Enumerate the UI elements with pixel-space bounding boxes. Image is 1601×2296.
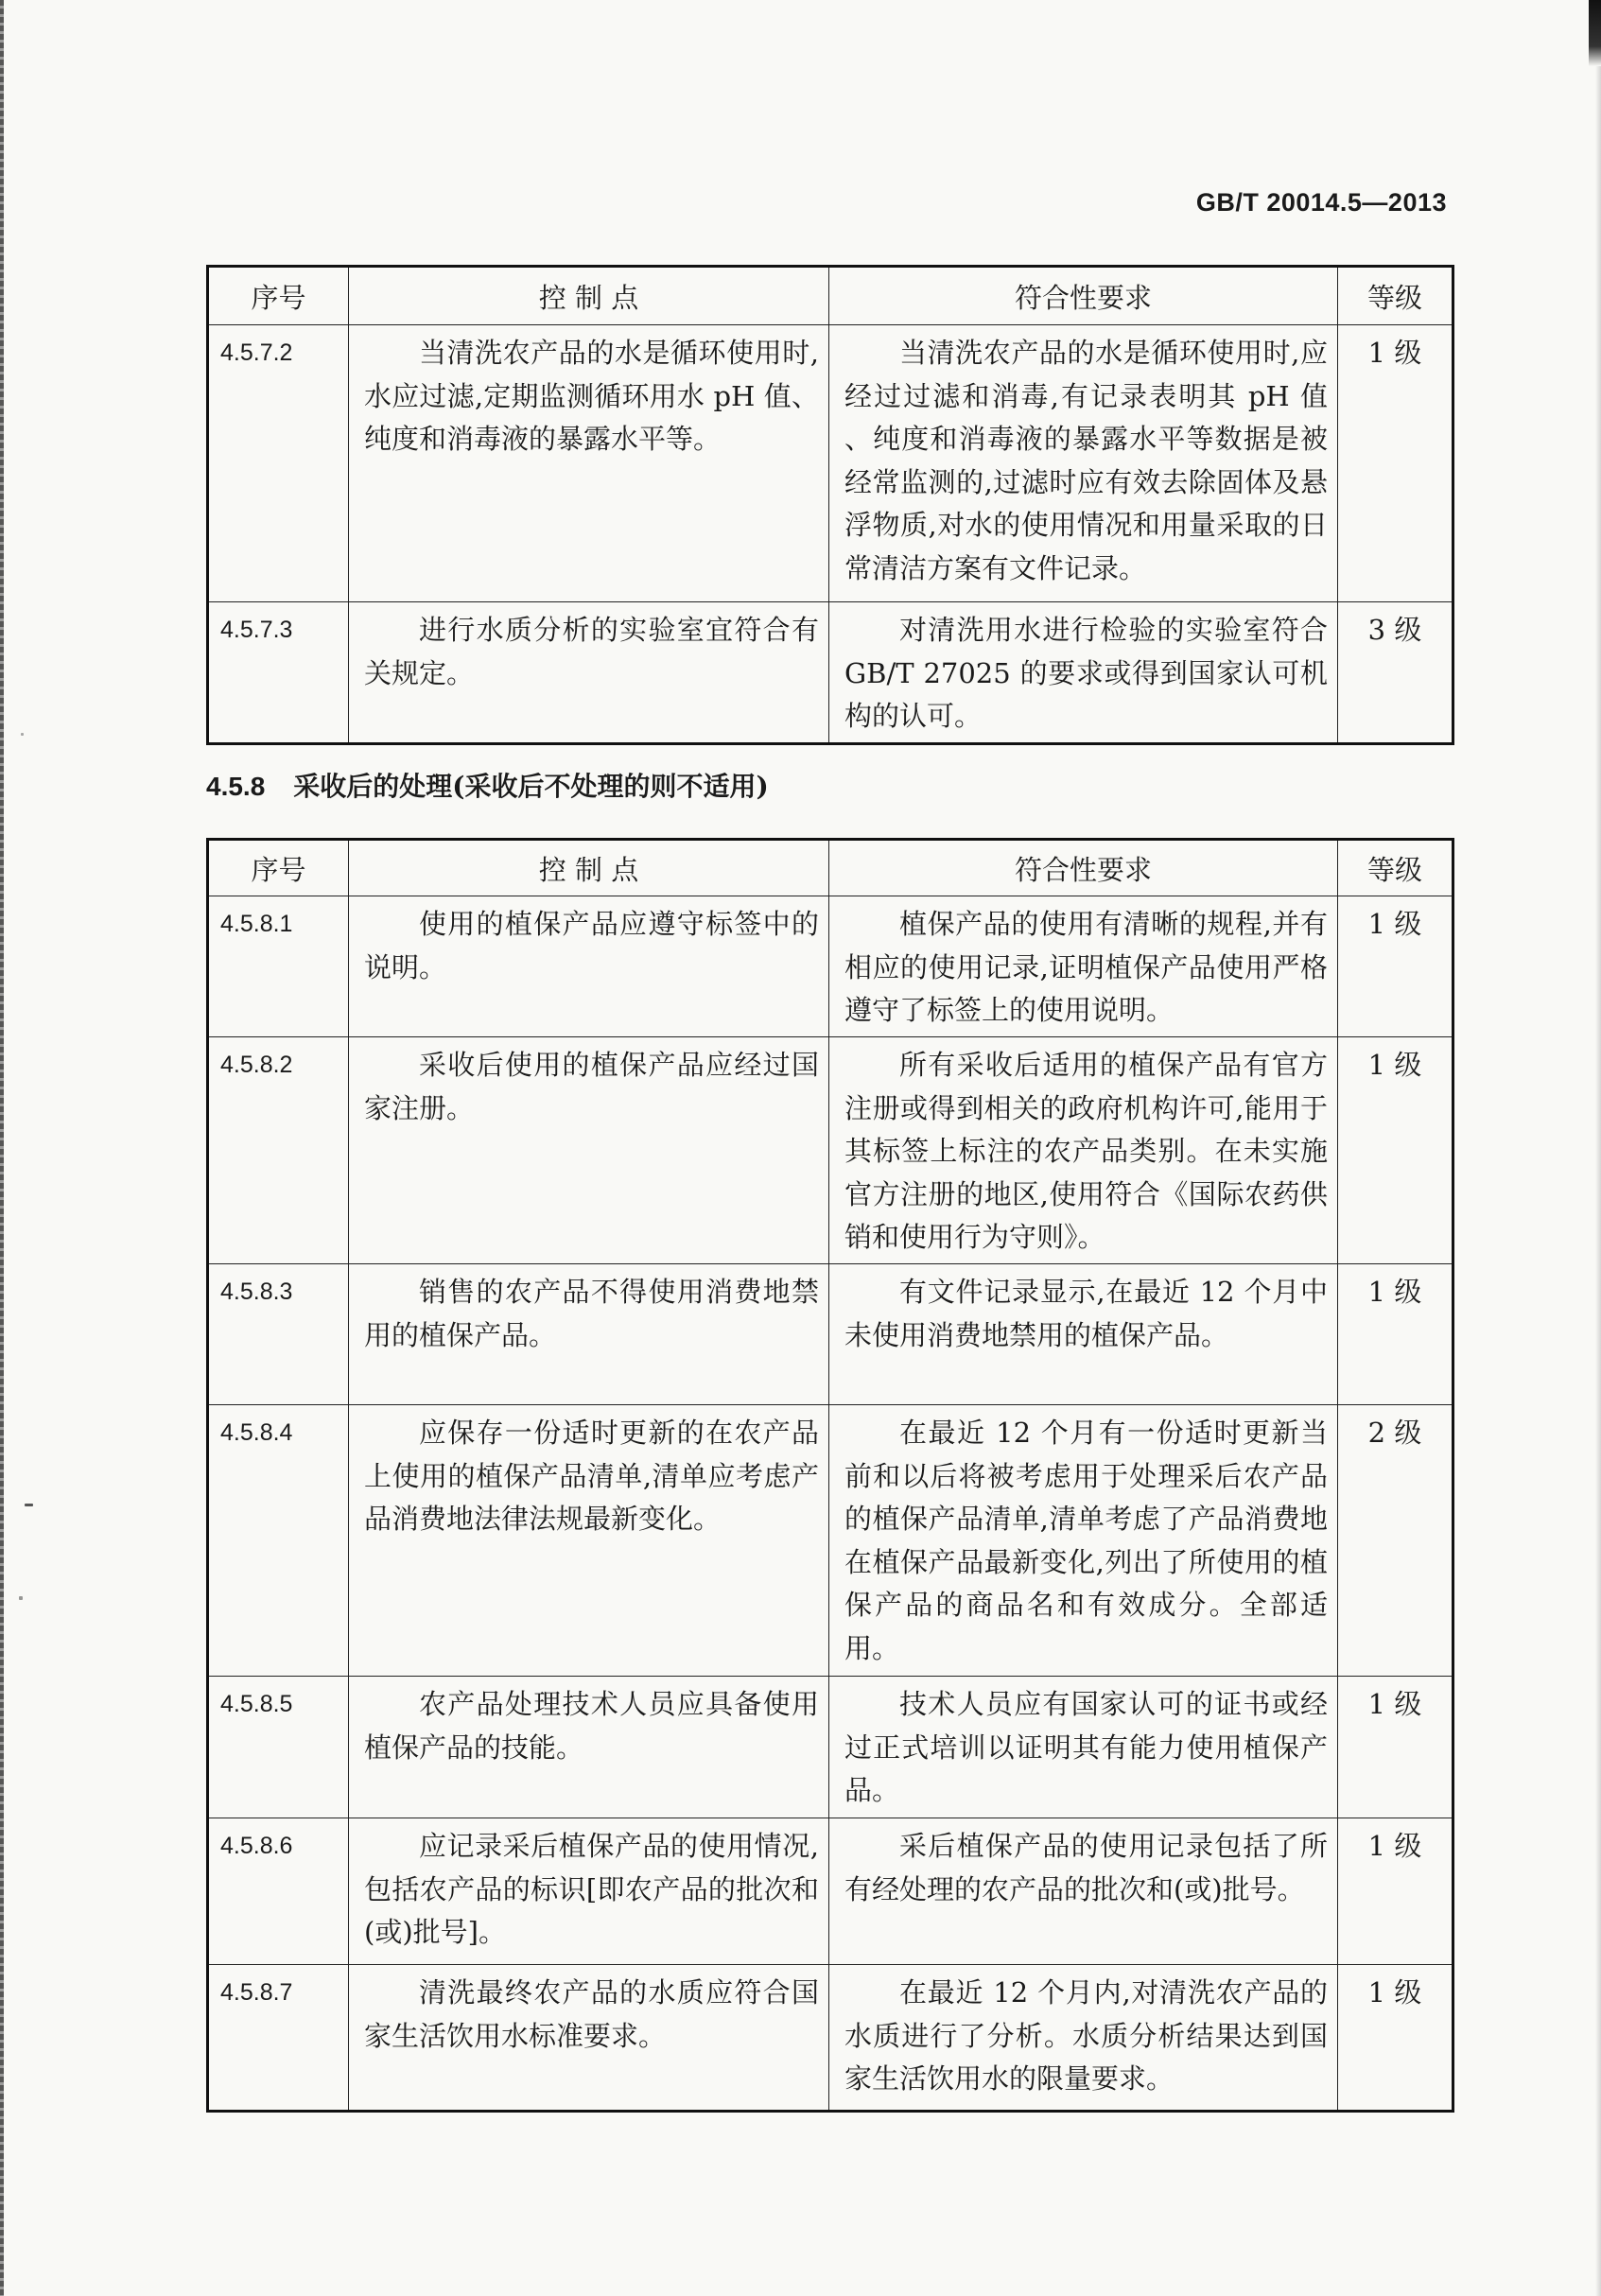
table-row bbox=[208, 602, 1453, 744]
scan-edge-left bbox=[0, 0, 4, 2296]
row-number: 4.5.7.3 bbox=[208, 602, 349, 744]
table-row bbox=[208, 896, 1453, 1037]
table-header-row bbox=[208, 267, 1453, 325]
header-control-point: 控 制 点 bbox=[349, 840, 829, 896]
requirement-text: 当清洗农产品的水是循环使用时,应经过过滤和消毒,有记录表明其 pH 值 、纯度和消毒液的暴露水平等数据是被经常监测的,过滤时应有效去除固体及悬浮物质,对水的使用情况和用量采取的日常清洁方案有文件记录。 bbox=[829, 325, 1338, 602]
grade-value: 1 级 bbox=[1338, 1264, 1453, 1405]
grade-value: 1 级 bbox=[1338, 1037, 1453, 1264]
section-number: 4.5.8 bbox=[206, 772, 266, 801]
row-number: 4.5.8.2 bbox=[208, 1037, 349, 1264]
requirement-text: 有文件记录显示,在最近 12 个月中未使用消费地禁用的植保产品。 bbox=[829, 1264, 1338, 1405]
control-point-text: 当清洗农产品的水是循环使用时,水应过滤,定期监测循环用水 pH 值、纯度和消毒液的暴露水平等。 bbox=[349, 325, 829, 602]
requirements-table-1 bbox=[206, 265, 1454, 745]
requirement-text: 所有采收后适用的植保产品有官方注册或得到相关的政府机构许可,能用于其标签上标注的农产品类别。在未实施官方注册的地区,使用符合《国际农药供销和使用行为守则》。 bbox=[829, 1037, 1338, 1264]
requirement-text: 在最近 12 个月内,对清洗农产品的水质进行了分析。水质分析结果达到国家生活饮用水的限量要求。 bbox=[829, 1965, 1338, 2112]
grade-value: 1 级 bbox=[1338, 1965, 1453, 2112]
requirement-text: 采后植保产品的使用记录包括了所有经处理的农产品的批次和(或)批号。 bbox=[829, 1818, 1338, 1965]
row-number: 4.5.8.5 bbox=[208, 1677, 349, 1818]
grade-value: 3 级 bbox=[1338, 602, 1453, 744]
control-point-text: 应保存一份适时更新的在农产品上使用的植保产品清单,清单应考虑产品消费地法律法规最新变化。 bbox=[349, 1405, 829, 1677]
row-number: 4.5.8.1 bbox=[208, 896, 349, 1037]
grade-value: 2 级 bbox=[1338, 1405, 1453, 1677]
control-point-text: 使用的植保产品应遵守标签中的说明。 bbox=[349, 896, 829, 1037]
table-row bbox=[208, 325, 1453, 602]
table-row bbox=[208, 1264, 1453, 1405]
scan-speck bbox=[19, 1596, 23, 1600]
grade-value: 1 级 bbox=[1338, 325, 1453, 602]
requirements-table-2 bbox=[206, 838, 1454, 2113]
section-title: 采收后的处理(采收后不处理的则不适用) bbox=[293, 771, 769, 802]
header-requirement: 符合性要求 bbox=[829, 267, 1338, 325]
grade-value: 1 级 bbox=[1338, 1677, 1453, 1818]
control-point-text: 应记录采后植保产品的使用情况,包括农产品的标识[即农产品的批次和(或)批号]。 bbox=[349, 1818, 829, 1965]
row-number: 4.5.7.2 bbox=[208, 325, 349, 602]
table-row bbox=[208, 1965, 1453, 2112]
table-row bbox=[208, 1037, 1453, 1264]
control-point-text: 进行水质分析的实验室宜符合有关规定。 bbox=[349, 602, 829, 744]
table-header-row bbox=[208, 840, 1453, 896]
header-requirement: 符合性要求 bbox=[829, 840, 1338, 896]
table-row bbox=[208, 1405, 1453, 1677]
scan-edge-right bbox=[1595, 66, 1601, 2296]
header-no: 序号 bbox=[208, 840, 349, 896]
scan-speck bbox=[25, 1504, 33, 1506]
table-row bbox=[208, 1818, 1453, 1965]
requirement-text: 植保产品的使用有清晰的规程,并有相应的使用记录,证明植保产品使用严格遵守了标签上的使用说明。 bbox=[829, 896, 1338, 1037]
control-point-text: 销售的农产品不得使用消费地禁用的植保产品。 bbox=[349, 1264, 829, 1405]
requirement-text: 对清洗用水进行检验的实验室符合 GB/T 27025 的要求或得到国家认可机构的认可。 bbox=[829, 602, 1338, 744]
table-row bbox=[208, 1677, 1453, 1818]
requirement-text: 在最近 12 个月有一份适时更新当前和以后将被考虑用于处理采后农产品的植保产品清单,清单考虑了产品消费地在植保产品最新变化,列出了所使用的植保产品的商品名和有效成分。全部适用。 bbox=[829, 1405, 1338, 1677]
requirement-text: 技术人员应有国家认可的证书或经过正式培训以证明其有能力使用植保产品。 bbox=[829, 1677, 1338, 1818]
header-no: 序号 bbox=[208, 267, 349, 325]
grade-value: 1 级 bbox=[1338, 1818, 1453, 1965]
row-number: 4.5.8.7 bbox=[208, 1965, 349, 2112]
scan-corner-mark bbox=[1589, 0, 1601, 66]
section-heading bbox=[206, 768, 769, 806]
grade-value: 1 级 bbox=[1338, 896, 1453, 1037]
header-control-point: 控 制 点 bbox=[349, 267, 829, 325]
scan-speck bbox=[21, 733, 24, 736]
row-number: 4.5.8.4 bbox=[208, 1405, 349, 1677]
row-number: 4.5.8.3 bbox=[208, 1264, 349, 1405]
control-point-text: 清洗最终农产品的水质应符合国家生活饮用水标准要求。 bbox=[349, 1965, 829, 2112]
header-grade: 等级 bbox=[1338, 267, 1453, 325]
standard-code: GB/T 20014.5—2013 bbox=[1195, 188, 1447, 217]
header-grade: 等级 bbox=[1338, 840, 1453, 896]
control-point-text: 采收后使用的植保产品应经过国家注册。 bbox=[349, 1037, 829, 1264]
control-point-text: 农产品处理技术人员应具备使用植保产品的技能。 bbox=[349, 1677, 829, 1818]
row-number: 4.5.8.6 bbox=[208, 1818, 349, 1965]
